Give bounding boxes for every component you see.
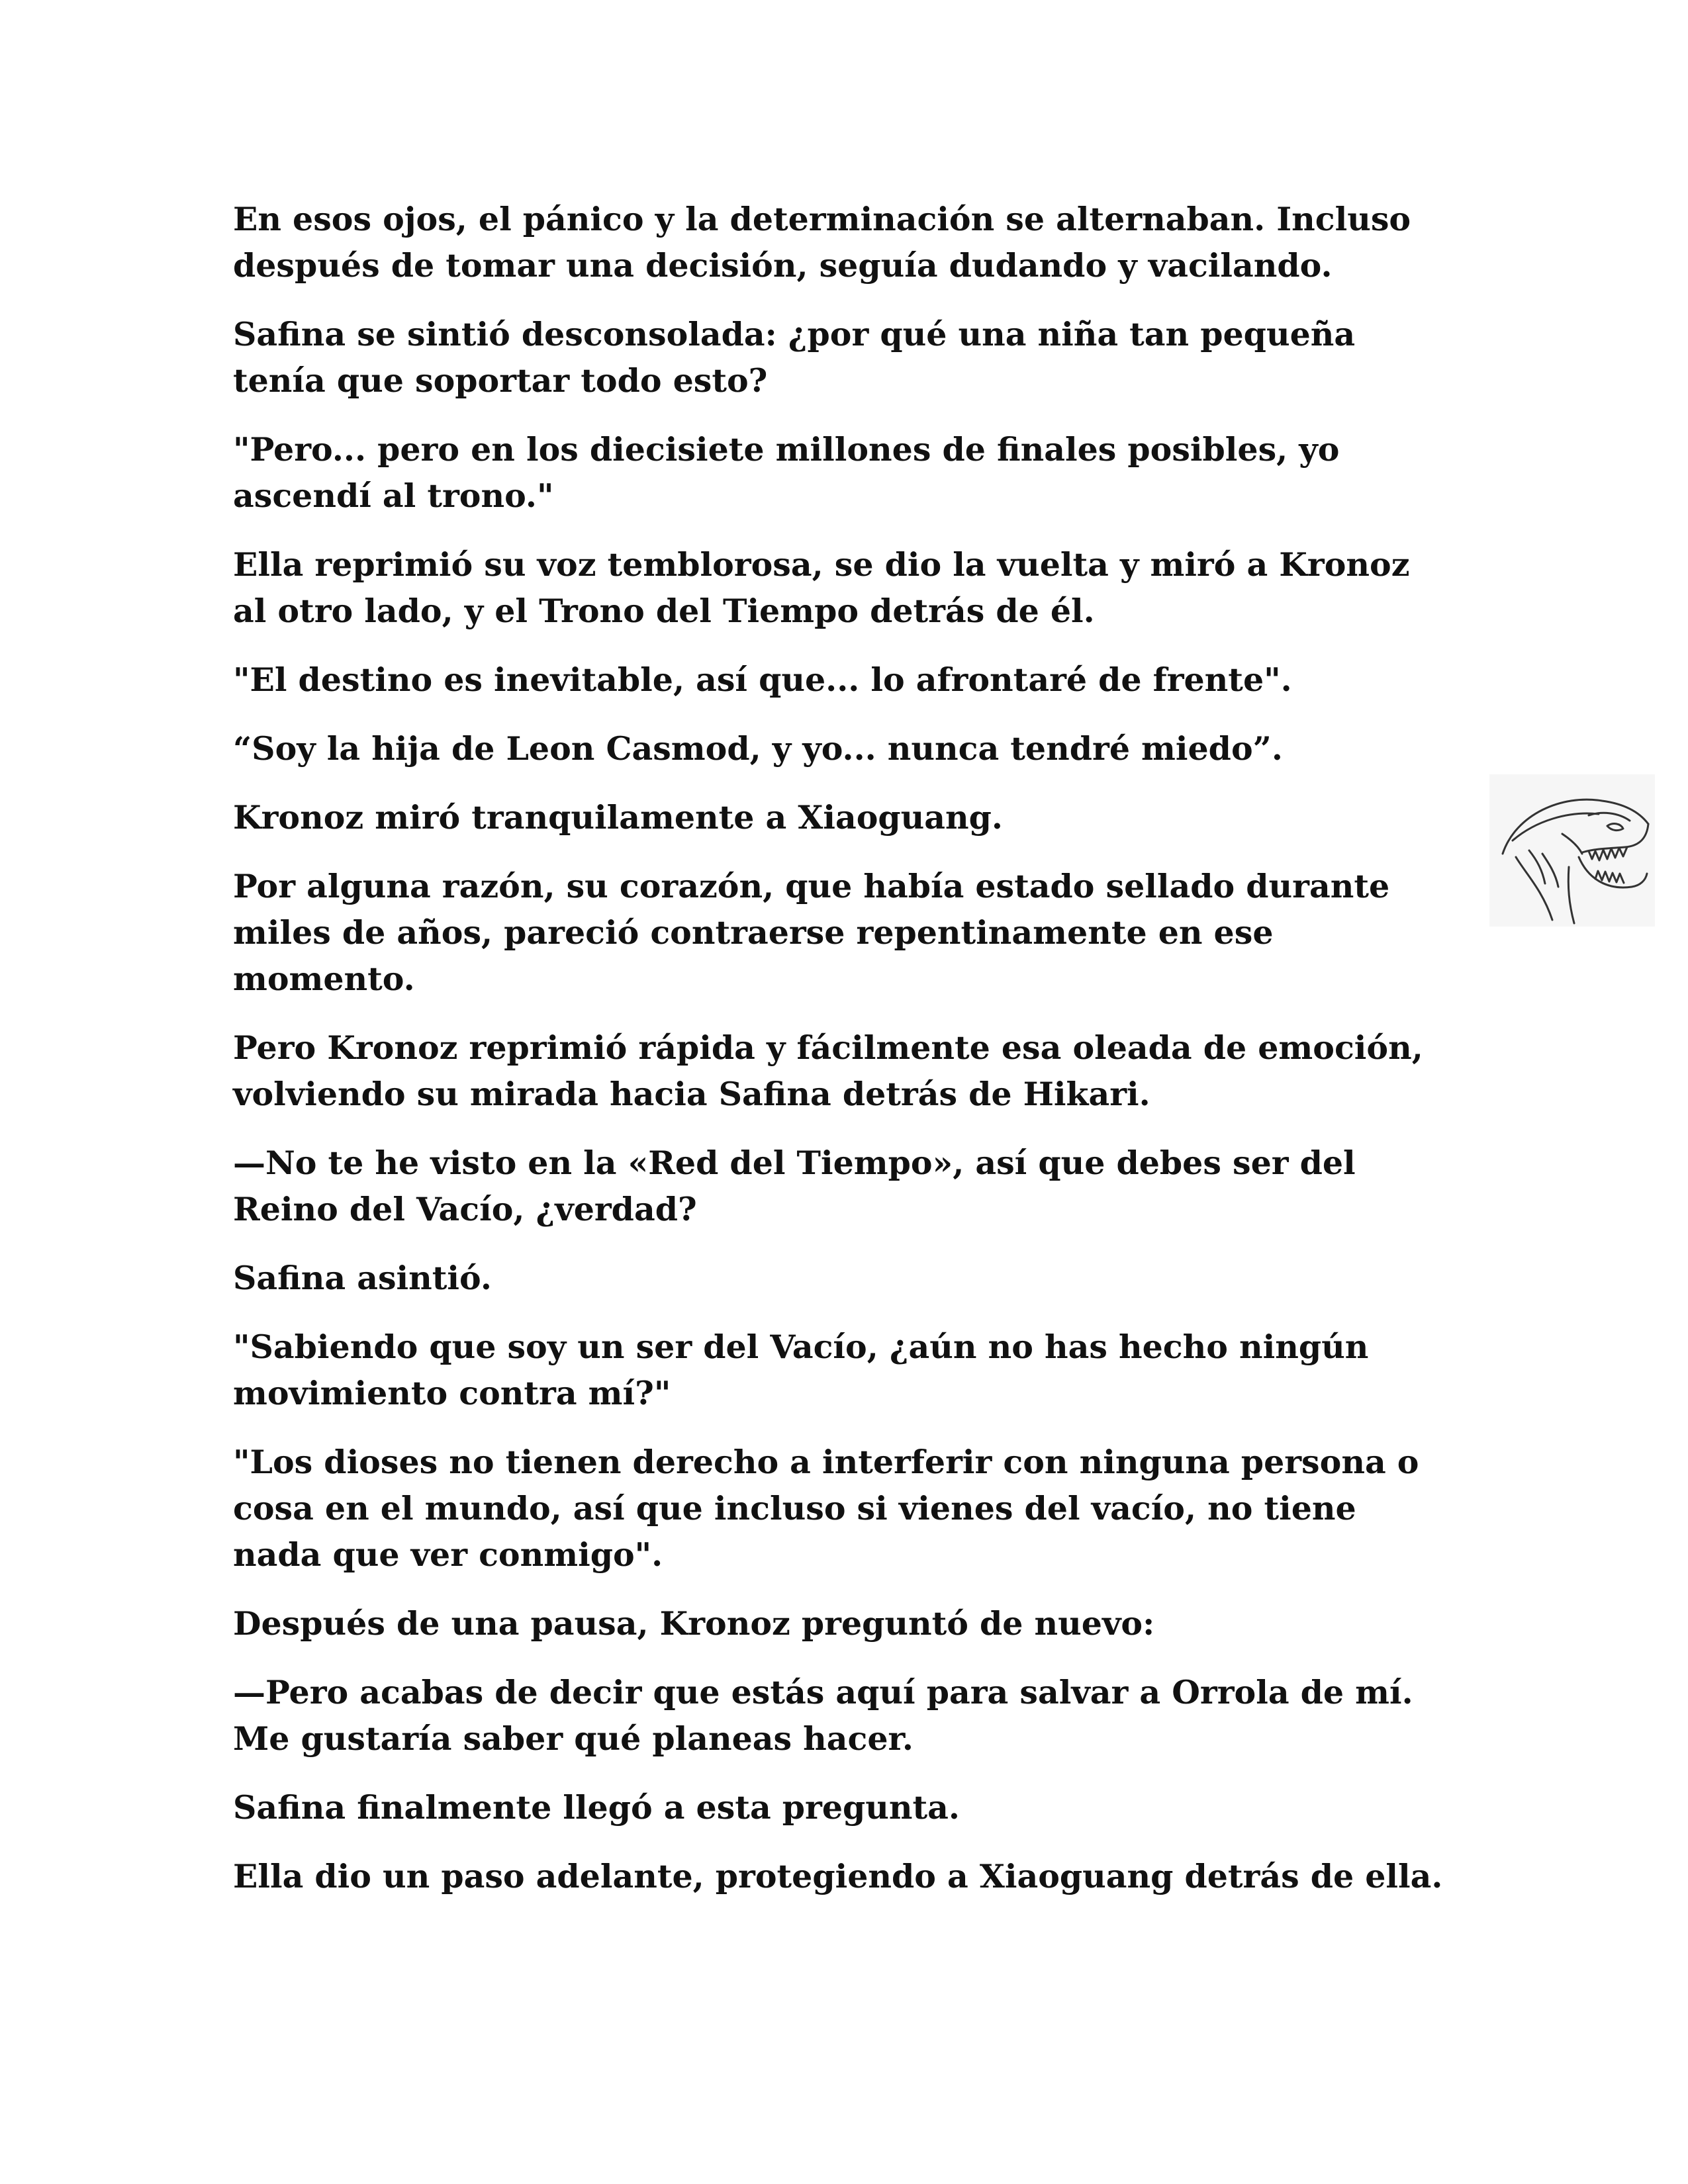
paragraph: En esos ojos, el pánico y la determinación se alternaban. Incluso después de tomar una decisión, seguía dudando y vacilando. [233, 200, 1411, 285]
paragraph: Por alguna razón, su corazón, que había estado sellado durante miles de años, pareció contraerse repentinamente en ese momento. [233, 867, 1390, 998]
paragraph: “Soy la hija de Leon Casmod, y yo... nunca tendré miedo”. [233, 729, 1283, 768]
dinosaur-head-icon [1489, 774, 1655, 927]
body-text [233, 196, 1451, 1922]
paragraph: "El destino es inevitable, así que... lo afrontaré de frente". [233, 660, 1292, 699]
paragraph: "Sabiendo que soy un ser del Vacío, ¿aún no has hecho ningún movimiento contra mí?" [233, 1328, 1369, 1412]
paragraph: Safina asintió. [233, 1259, 492, 1297]
paragraph: Ella reprimió su voz temblorosa, se dio la vuelta y miró a Kronoz al otro lado, y el Trono del Tiempo detrás de él. [233, 545, 1410, 630]
paragraph: "Pero... pero en los diecisiete millones de finales posibles, yo ascendí al trono." [233, 430, 1340, 515]
paragraph: Después de una pausa, Kronoz preguntó de nuevo: [233, 1604, 1155, 1643]
paragraph: Pero Kronoz reprimió rápida y fácilmente esa oleada de emoción, volviendo su mirada hacia Safina detrás de Hikari. [233, 1028, 1423, 1113]
paragraph: Kronoz miró tranquilamente a Xiaoguang. [233, 798, 1003, 837]
paragraph: —Pero acabas de decir que estás aquí para salvar a Orrola de mí. Me gustaría saber qué planeas hacer. [233, 1673, 1413, 1758]
paragraph: —No te he visto en la «Red del Tiempo», así que debes ser del Reino del Vacío, ¿verdad? [233, 1144, 1356, 1228]
paragraph: "Los dioses no tienen derecho a interferir con ninguna persona o cosa en el mundo, así que incluso si vienes del vacío, no tiene nada que ver conmigo". [233, 1443, 1419, 1574]
paragraph: Safina se sintió desconsolada: ¿por qué una niña tan pequeña tenía que soportar todo esto? [233, 315, 1356, 400]
paragraph: Safina finalmente llegó a esta pregunta. [233, 1788, 960, 1827]
paragraph: Ella dio un paso adelante, protegiendo a Xiaoguang detrás de ella. [233, 1857, 1443, 1895]
